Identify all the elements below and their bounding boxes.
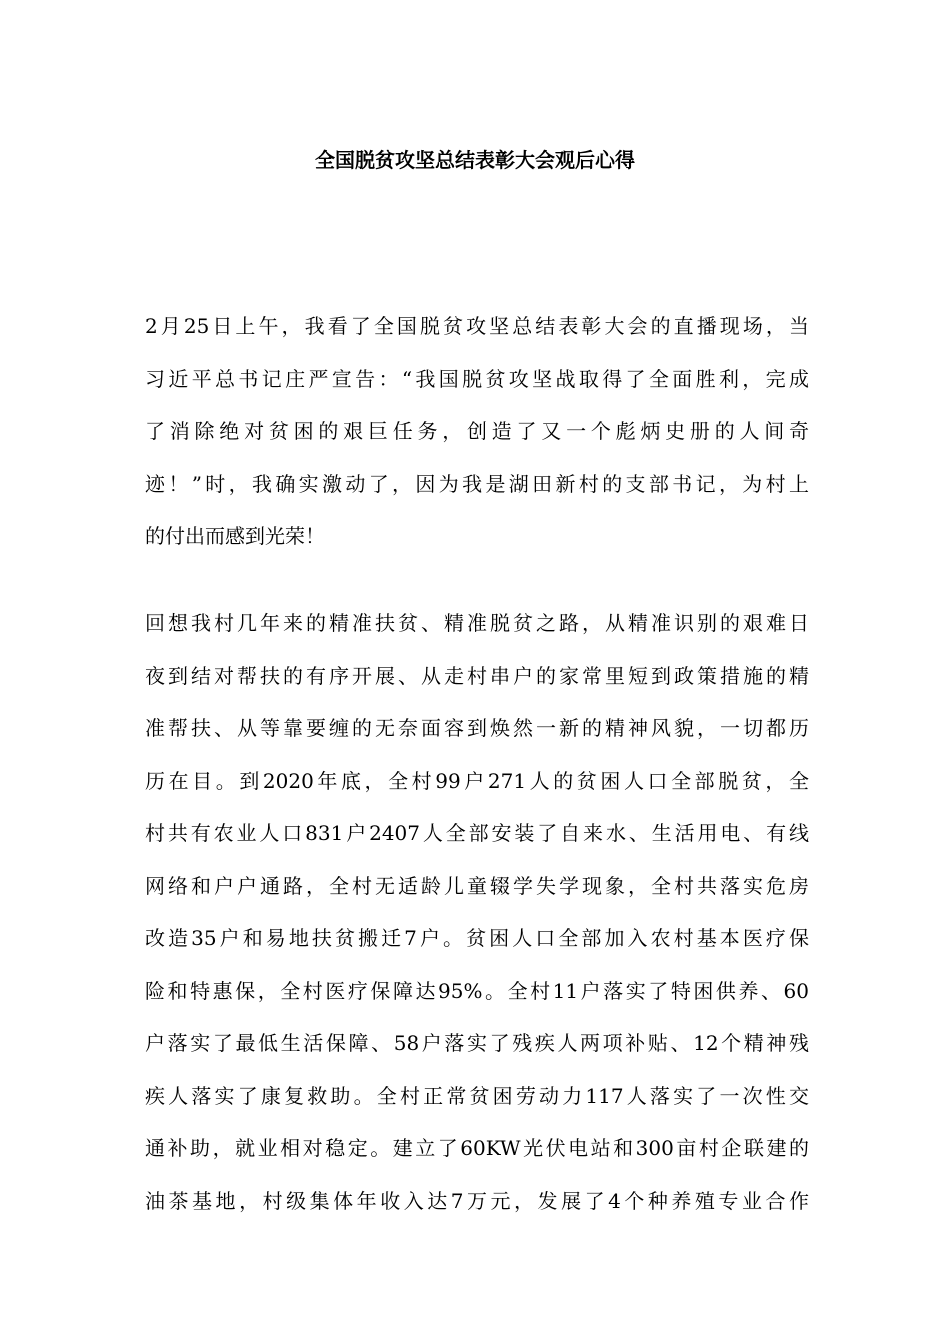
paragraph-line: 户落实了最低生活保障、58户落实了残疾人两项补贴、12个精神残 — [145, 1031, 809, 1055]
paragraph-line: 通补助，就业相对稳定。建立了60KW光伏电站和300亩村企联建的 — [145, 1136, 809, 1160]
paragraph-line: 油茶基地，村级集体年收入达7万元，发展了4个种养殖专业合作 — [145, 1188, 809, 1213]
paragraph-line: 习近平总书记庄严宣告：“我国脱贫攻坚战取得了全面胜利，完成 — [145, 366, 809, 391]
paragraph-line: 回想我村几年来的精准扶贫、精准脱贫之路，从精准识别的艰难日 — [145, 611, 809, 635]
paragraph-line: 改造35户和易地扶贫搬迁7户。贫困人口全部加入农村基本医疗保 — [145, 926, 809, 950]
paragraph-2 — [145, 597, 809, 1227]
paragraph-line: 迹！”时，我确实激动了，因为我是湖田新村的支部书记，为村上 — [145, 471, 809, 496]
paragraph-line: 2月25日上午，我看了全国脱贫攻坚总结表彰大会的直播现场，当 — [145, 314, 809, 338]
paragraph-1 — [145, 300, 809, 563]
paragraph-line: 的付出而感到光荣！ — [145, 524, 325, 548]
paragraph-line: 村共有农业人口831户2407人全部安装了自来水、生活用电、有线 — [145, 821, 809, 845]
paragraph-line: 准帮扶、从等靠要缠的无奈面容到焕然一新的精神风貌，一切都历 — [145, 716, 809, 740]
paragraph-line: 网络和户户通路，全村无适龄儿童辍学失学现象，全村共落实危房 — [145, 873, 809, 898]
paragraph-line: 险和特惠保，全村医疗保障达95%。全村11户落实了特困供养、60 — [145, 978, 809, 1003]
paragraph-line: 了消除绝对贫困的艰巨任务，创造了又一个彪炳史册的人间奇 — [145, 419, 809, 443]
document-title: 全国脱贫攻坚总结表彰大会观后心得 — [315, 148, 635, 172]
paragraph-line: 夜到结对帮扶的有序开展、从走村串户的家常里短到政策措施的精 — [145, 663, 809, 688]
paragraph-line: 疾人落实了康复救助。全村正常贫困劳动力117人落实了一次性交 — [145, 1083, 809, 1108]
paragraph-line: 历在目。到2020年底，全村99户271人的贫困人口全部脱贫，全 — [145, 768, 809, 793]
